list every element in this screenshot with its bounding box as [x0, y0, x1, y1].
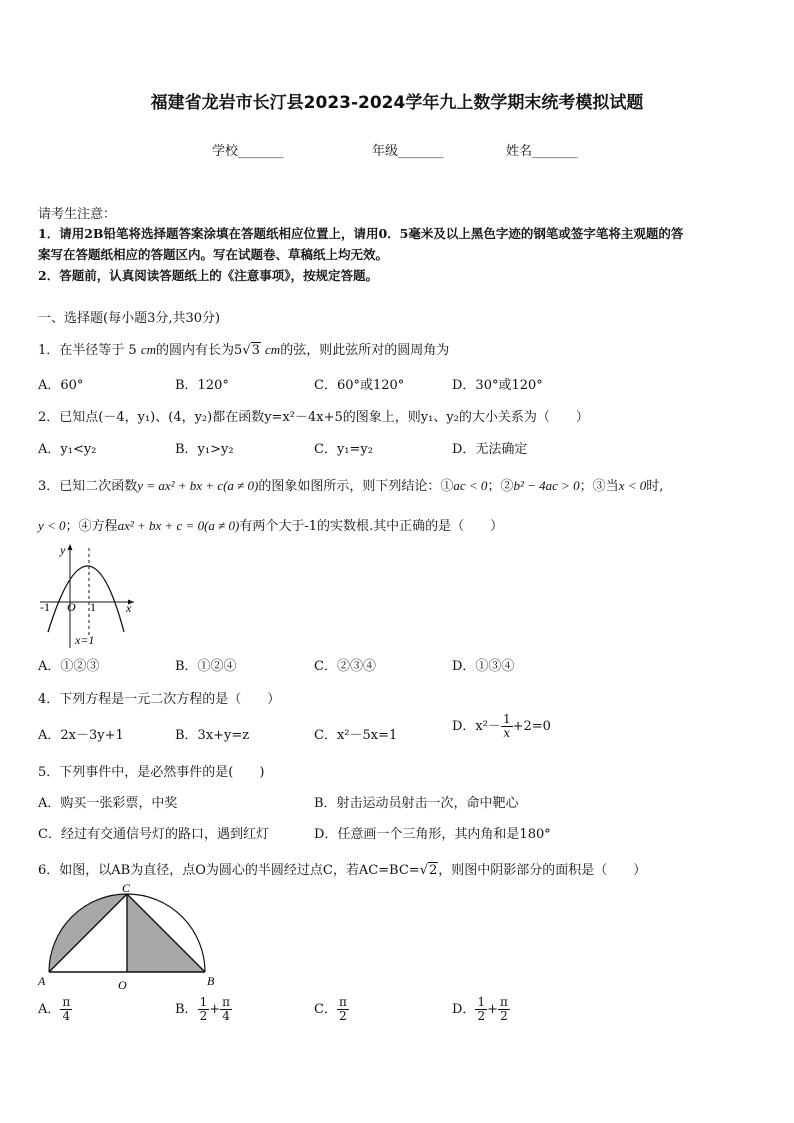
q6-d-den-1: 2	[477, 1009, 486, 1023]
q6-c-den: 2	[339, 1009, 347, 1023]
notice-item-2: 2．答题前，认真阅读答题纸上的《注意事项》，按规定答题。	[38, 268, 378, 283]
q6-d-num-2: π	[499, 995, 508, 1009]
q3-conclusion-4: ax² + bx + c = 0(a ≠ 0)	[117, 518, 240, 533]
q6-b-den-2: 4	[222, 1009, 230, 1023]
q3-sep-1: ；②	[487, 479, 514, 494]
q6-d-plus: +	[487, 1002, 498, 1017]
notice-heading: 请考生注意：	[38, 207, 117, 222]
q3-sep-3: ；④方程	[65, 519, 118, 534]
q2-option-b[interactable]: B．y₁>y₂	[175, 442, 234, 457]
q4-d-num: 1	[502, 712, 511, 726]
q4-option-d[interactable]	[452, 713, 551, 740]
q6-text-pre: 6．如图，以AB为直径，点O为圆心的半圆经过点C，若AC=BC=	[38, 863, 420, 878]
q5-option-b[interactable]: B．射击运动员射击一次，命中靶心	[314, 796, 519, 811]
q6-c-num: π	[338, 995, 347, 1009]
q3-conclusion-3: x < 0	[618, 478, 647, 493]
sqrt-icon: √	[242, 343, 251, 358]
q3-function: y = ax² + bx + c(a ≠ 0)	[137, 478, 259, 493]
q1-option-d[interactable]: D．30°或120°	[452, 378, 543, 393]
q6-d-den-2: 2	[500, 1009, 508, 1023]
q1-radius: 5	[128, 343, 137, 358]
q6-a-num: π	[62, 995, 71, 1009]
question-3-line-2	[38, 515, 503, 534]
q3-text-pre: 3．已知二次函数	[38, 479, 138, 494]
q6-d-label: D．	[452, 1002, 476, 1017]
question-6	[38, 859, 646, 878]
q1-chord-coef: 5	[234, 343, 243, 358]
notice-item-1a: 1．请用2B铅笔将选择题答案涂填在答题纸相应位置上，请用0．5毫米及以上黑色字迹的钢笔或签字笔将主观题的答	[38, 226, 684, 241]
q3-parabola-graph	[34, 540, 144, 650]
q6-b-num-2: π	[222, 995, 230, 1009]
q6-b-label: B．	[175, 1002, 198, 1017]
q1-chord-radicand: 3	[251, 343, 260, 358]
q4-d-pre: D．x²－	[452, 719, 501, 734]
graph-label-origin: O	[67, 600, 76, 614]
fig-label-a: A	[38, 974, 46, 988]
q6-d-num-1: 1	[477, 995, 486, 1009]
q4-d-post: +2=0	[512, 719, 551, 734]
q6-d-fraction-2	[498, 996, 510, 1023]
q1-option-a[interactable]: A．60°	[38, 378, 84, 393]
q6-d-fraction-1	[475, 996, 487, 1023]
q1-option-c[interactable]: C．60°或120°	[314, 378, 405, 393]
q2-option-d[interactable]: D．无法确定	[452, 442, 528, 457]
q6-c-fraction	[337, 996, 349, 1023]
fig-label-b: B	[207, 974, 215, 988]
q3-option-c[interactable]: C．②③④	[314, 659, 376, 674]
question-5: 5．下列事件中，是必然事件的是( )	[38, 765, 265, 780]
q2-option-c[interactable]: C．y₁=y₂	[314, 442, 373, 457]
q4-option-b[interactable]: B．3x+y=z	[175, 728, 250, 743]
q3-end-2: 有两个大于-1的实数根.其中正确的是（ ）	[239, 519, 504, 534]
q5-option-d[interactable]: D．任意画一个三角形，其内角和是180°	[314, 827, 551, 842]
q3-option-a[interactable]: A．①②③	[38, 659, 100, 674]
q6-b-num-1: 1	[199, 995, 208, 1009]
exam-title: 福建省龙岩市长汀县2023-2024学年九上数学期末统考模拟试题	[150, 93, 644, 113]
question-2: 2．已知点(－4，y₁)、(4，y₂)都在函数y=x²－4x+5的图象上，则y₁、y₂的大小关系为（ ）	[38, 410, 589, 425]
q6-b-plus: +	[209, 1002, 221, 1017]
q3-sep-2: ；③当	[579, 479, 619, 494]
q6-a-label: A．	[38, 1002, 61, 1017]
q3-conclusion-3b: y < 0	[38, 518, 66, 533]
q3-text-mid: 的图象如图所示，则下列结论：①	[258, 479, 454, 494]
q2-option-a[interactable]: A．y₁<y₂	[38, 442, 97, 457]
q6-b-fraction-2	[220, 996, 232, 1023]
q3-option-d[interactable]: D．①③④	[452, 659, 515, 674]
graph-label-x: x	[126, 601, 132, 615]
q6-c-label: C．	[314, 1002, 337, 1017]
q6-a-den: 4	[62, 1009, 71, 1023]
q6-option-b[interactable]	[175, 996, 232, 1023]
q1-text-pre: 1．在半径等于	[38, 343, 125, 358]
q6-b-den-1: 2	[199, 1009, 208, 1023]
q6-option-a[interactable]	[38, 996, 72, 1023]
q4-option-c[interactable]: C．x²－5x=1	[314, 728, 398, 743]
q6-text-post: ，则图中阴影部分的面积是（ ）	[438, 863, 647, 878]
q1-unit-1: cm	[140, 342, 157, 357]
q3-end-1: 时,	[646, 479, 664, 494]
school-field: 学校_______	[212, 144, 284, 159]
q3-conclusion-1: ac < 0	[453, 478, 488, 493]
q4-d-den: x	[503, 726, 511, 740]
grade-field: 年级_______	[372, 144, 444, 159]
q3-conclusion-2: b² − 4ac > 0	[513, 478, 580, 493]
q5-option-a[interactable]: A．购买一张彩票，中奖	[38, 796, 178, 811]
q4-option-a[interactable]: A．2x－3y+1	[38, 728, 124, 743]
q6-option-c[interactable]	[314, 996, 349, 1023]
y-arrow-icon	[68, 544, 73, 550]
q1-text-post: 的弦，则此弦所对的圆周角为	[280, 343, 450, 358]
graph-label-minus-1: -1	[40, 600, 50, 614]
q6-a-fraction	[60, 996, 72, 1023]
q4-d-fraction	[501, 713, 513, 740]
graph-label-y: y	[60, 543, 66, 557]
parabola-curve	[48, 566, 124, 632]
question-4: 4．下列方程是一元二次方程的是（ ）	[38, 692, 281, 707]
q3-option-b[interactable]: B．①②④	[175, 659, 237, 674]
section-heading: 一、选择题(每小题3分,共30分)	[38, 311, 221, 326]
q6-b-fraction-1	[198, 996, 210, 1023]
q6-semicircle-figure	[34, 882, 224, 992]
q1-text-mid: 的圆内有长为	[156, 343, 235, 358]
q1-unit-2: cm	[265, 342, 281, 357]
q6-option-d[interactable]	[452, 996, 510, 1023]
q6-radicand: 2	[428, 863, 438, 878]
fig-label-c: C	[122, 882, 131, 895]
question-3-line-1	[38, 475, 663, 494]
notice-item-1b: 案写在答题纸相应的答题区内。写在试题卷、草稿纸上均无效。	[38, 247, 389, 262]
graph-label-axis: x=1	[75, 633, 95, 647]
question-1	[38, 339, 449, 358]
name-field: 姓名_______	[506, 144, 578, 159]
q5-option-c[interactable]: C．经过有交通信号灯的路口，遇到红灯	[38, 827, 269, 842]
sqrt-icon: √	[419, 863, 428, 878]
fig-label-o: O	[118, 978, 127, 992]
q1-option-b[interactable]: B．120°	[175, 378, 229, 393]
graph-label-1: 1	[90, 600, 96, 614]
